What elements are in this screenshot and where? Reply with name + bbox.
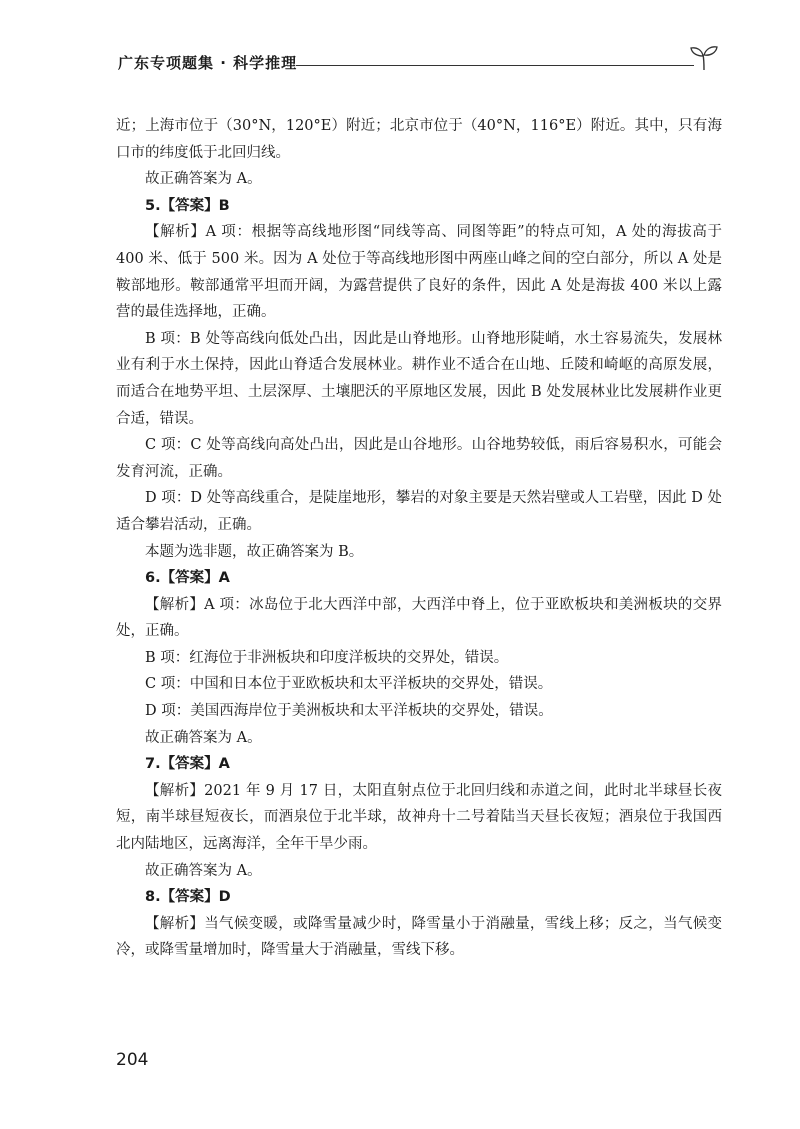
analysis-6a: 【解析】A 项：冰岛位于北大西洋中部，大西洋中脊上，位于亚欧板块和美洲板块的交界处，正确。 [116,596,722,640]
analysis-5b: B 项：B 处等高线向低处凸出，因此是山脊地形。山脊地形陡峭，水土容易流失，发展林业有利于水土保持，因此山脊适合发展林业。耕作业不适合在山地、丘陵和崎岖的高原发展，而适合在地势平坦、土层深厚、土壤肥沃的平原地区发展，因此 B 处发展林业比发展耕作业更合适，错误。 [116,330,722,427]
analysis-6d: D 项：美国西海岸位于美洲板块和太平洋板块的交界处，错误。 [145,703,553,720]
answer-heading-8: 8.【答案】D [145,889,231,906]
analysis-5d: D 项：D 处等高线重合，是陡崖地形，攀岩的对象主要是天然岩壁或人工岩壁，因此 D 处适合攀岩活动，正确。 [116,490,722,533]
page-number: 204 [116,1050,149,1070]
analysis-5c: C 项：C 处等高线向高处凸出，因此是山谷地形。山谷地势较低，雨后容易积水，可能会发育河流，正确。 [116,437,722,480]
header-title: 广东专项题集 · 科学推理 [118,54,298,72]
header-rule [296,65,694,66]
answer-conclusion-7: 故正确答案为 A。 [145,862,262,879]
answer-heading-7: 7.【答案】A [145,756,230,773]
analysis-7: 【解析】2021 年 9 月 17 日，太阳直射点位于北回归线和赤道之间，此时北半球昼长夜短，南半球昼短夜长，而酒泉位于北半球，故神舟十二号着陆当天昼长夜短；酒泉位于我国西北内陆地区，远离海洋，全年干旱少雨。 [116,782,722,853]
paragraph-intro: 近；上海市位于（30°N，120°E）附近；北京市位于（40°N，116°E）附近。其中，只有海口市的纬度低于北回归线。 [116,118,722,161]
answer-heading-5: 5.【答案】B [145,197,230,214]
analysis-5a: 【解析】A 项：根据等高线地形图“同线等高、同图等距”的特点可知，A 处的海拔高于 400 米、低于 500 米。因为 A 处位于等高线地形图中两座山峰之间的空白部分，所以 A 处是鞍部地形。鞍部通常平坦而开阔，为露营提供了良好的条件，因此 A 处是海拔 400 米以上露营的最佳选择地，正确。 [116,224,722,321]
sprout-icon [688,44,720,72]
page-header [118,50,718,80]
answer-conclusion-5: 本题为选非题，故正确答案为 B。 [145,543,364,560]
answer-heading-6: 6.【答案】A [145,570,230,587]
answer-conclusion-4: 故正确答案为 A。 [145,171,262,188]
analysis-8: 【解析】当气候变暖，或降雪量减少时，降雪量小于消融量，雪线上移；反之，当气候变冷，或降雪量增加时，降雪量大于消融量，雪线下移。 [116,915,722,959]
analysis-6c: C 项：中国和日本位于亚欧板块和太平洋板块的交界处，错误。 [145,676,553,693]
analysis-6b: B 项：红海位于非洲板块和印度洋板块的交界处，错误。 [145,649,509,666]
answer-conclusion-6: 故正确答案为 A。 [145,729,262,746]
page-content [116,113,722,964]
